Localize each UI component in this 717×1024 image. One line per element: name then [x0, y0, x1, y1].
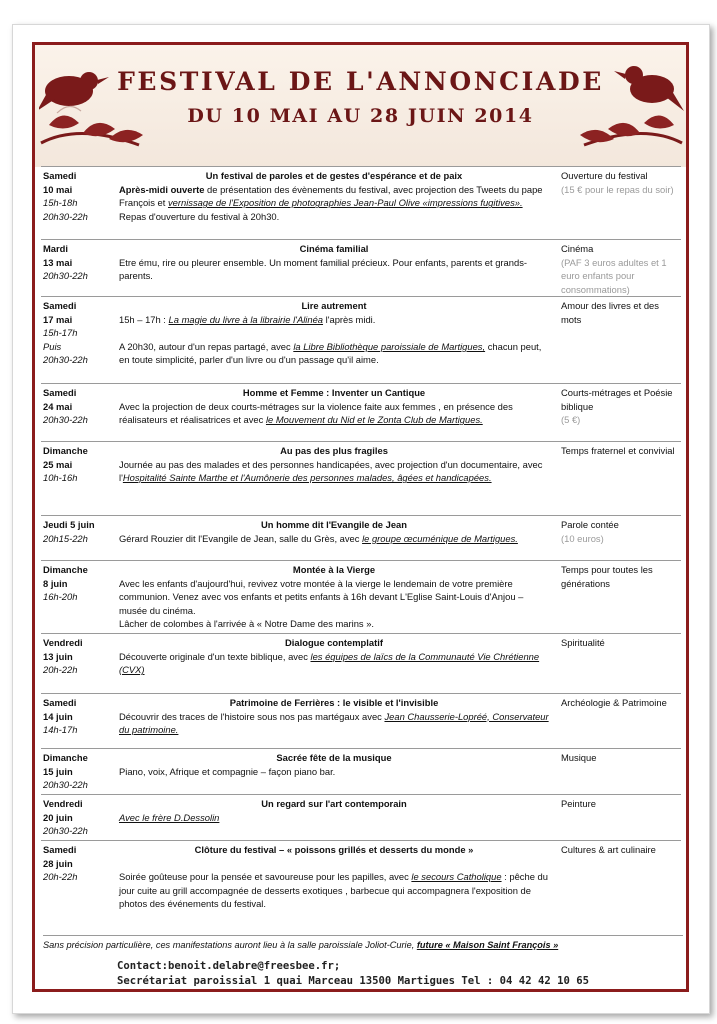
event-time: 20h30-22h — [43, 354, 88, 366]
location-note — [43, 935, 683, 950]
event-row — [41, 441, 681, 515]
event-date: 13 mai — [43, 256, 73, 268]
event-row — [41, 560, 681, 633]
poster-title: FESTIVAL DE L'ANNONCIADE — [117, 67, 604, 96]
event-time: 16h-20h — [43, 591, 78, 603]
event-category: Musique — [561, 752, 597, 763]
event-date-cell — [43, 563, 117, 604]
event-row — [41, 515, 681, 560]
desc-text: Gérard Rouzier dit l'Evangile de Jean, salle du Grès, avec — [119, 532, 363, 544]
event-time: 20h30-22h — [43, 270, 88, 282]
event-category-cell — [561, 444, 681, 458]
event-date-cell — [43, 386, 117, 427]
event-day: Samedi — [43, 387, 77, 398]
event-date: 14 juin — [43, 710, 73, 722]
event-date-cell — [43, 299, 117, 367]
event-title: Sacrée fête de la musique — [276, 752, 392, 763]
event-description — [119, 458, 549, 485]
event-description — [119, 183, 549, 210]
event-title: Patrimoine de Ferrières : le visible et l'invisible — [229, 697, 439, 708]
event-row — [41, 383, 681, 441]
event-date-cell — [43, 751, 117, 792]
event-category-cell — [561, 751, 681, 765]
event-date: 15 juin — [43, 765, 73, 777]
event-title: Au pas des plus fragiles — [280, 445, 388, 456]
event-time: 20h30-22h — [43, 210, 88, 222]
event-row — [41, 840, 681, 926]
event-date-cell — [43, 797, 117, 838]
event-category: Archéologie & Patrimoine — [561, 697, 667, 708]
event-day: Samedi — [43, 697, 77, 708]
event-price-note: (15 € pour le repas du soir) — [561, 183, 674, 195]
desc-partner-link: Avec le frère D.Dessolin — [119, 811, 220, 823]
event-time: 20h30-22h — [43, 414, 88, 426]
event-time: 10h-16h — [43, 472, 78, 484]
event-row — [41, 633, 681, 693]
event-main-cell — [119, 696, 549, 737]
event-time: Puis — [43, 340, 62, 352]
event-day: Samedi — [43, 844, 77, 855]
event-price-note: (10 euros) — [561, 532, 604, 544]
event-main-cell — [119, 169, 549, 223]
event-main-cell — [119, 843, 549, 911]
event-category-cell — [561, 696, 681, 710]
event-time: 20h-22h — [43, 871, 78, 883]
event-description — [119, 617, 549, 631]
desc-text: Soirée goûteuse pour la pensée et savoureuse pour les papilles, avec — [119, 871, 412, 883]
event-date-cell — [43, 169, 117, 223]
event-description — [119, 710, 549, 737]
contact-block — [117, 959, 589, 989]
location-note-link: future « Maison Saint François » — [416, 940, 559, 950]
poster-subtitle: DU 10 MAI AU 28 JUIN 2014 — [187, 105, 534, 127]
event-description — [119, 577, 549, 618]
event-time: 15h-18h — [43, 197, 78, 209]
desc-bold: Après-midi ouverte — [119, 183, 205, 195]
location-note-text: Sans précision particulière, ces manifestations auront lieu à la salle paroissiale Joliot-Curie, — [43, 940, 417, 950]
contact-email: Contact:benoit.delabre@freesbee.fr; — [117, 960, 341, 972]
event-main-cell — [119, 518, 549, 545]
event-category-cell — [561, 563, 681, 590]
event-description — [119, 256, 549, 283]
event-category-cell — [561, 386, 681, 427]
desc-text: Avec les enfants d'aujourd'hui, revivez votre montée à la vierge le lendemain de votre première communion. Venez avec vos enfants et petits enfants à 16h devant L'Eglise Saint-Louis d'Anjou – musée du cinéma. — [119, 577, 524, 616]
desc-text: l'après midi. — [323, 313, 376, 325]
event-category-cell — [561, 843, 681, 857]
secretariat-address: Secrétariat paroissial 1 quai Marceau 13500 Martigues Tel : 04 42 42 10 65 — [117, 975, 589, 987]
event-date-cell — [43, 636, 117, 677]
event-time: 15h-17h — [43, 327, 78, 339]
event-row — [41, 296, 681, 383]
event-main-cell — [119, 299, 549, 367]
event-category-cell — [561, 636, 681, 650]
event-category: Amour des livres et des mots — [561, 300, 659, 325]
desc-text: de présentation des évènements du festival, avec projection des Tweets du pape François et — [119, 183, 543, 209]
event-day: Samedi — [43, 170, 77, 181]
desc-partner-link: la Libre Bibliothèque paroissiale de Martigues, — [293, 340, 486, 352]
event-main-cell — [119, 797, 549, 824]
event-title: Clôture du festival – « poissons grillés et desserts du monde » — [194, 844, 474, 855]
desc-partner-link: Hospitalité Sainte Marthe et l'Aumônerie des personnes malades, âgées et handicapées. — [122, 472, 492, 484]
desc-text: Journée au pas des malades et des personnes handicapées, avec projection d'un documentaire, avec l' — [119, 458, 543, 484]
event-time: 20h30-22h — [43, 779, 88, 791]
event-date-cell — [43, 696, 117, 737]
event-date: 20 juin — [43, 811, 73, 823]
event-category: Ouverture du festival — [561, 170, 648, 181]
event-title: Dialogue contemplatif — [285, 637, 383, 648]
event-main-cell — [119, 563, 549, 631]
event-time: 14h-17h — [43, 724, 78, 736]
desc-text: A 20h30, autour d'un repas partagé, avec — [119, 340, 294, 352]
event-main-cell — [119, 444, 549, 485]
event-description — [119, 765, 549, 779]
event-row — [41, 693, 681, 748]
event-category-cell — [561, 518, 681, 545]
event-row — [41, 794, 681, 840]
desc-text: Lâcher de colombes à l'arrivée à « Notre Dame des marins ». — [119, 618, 375, 630]
event-title: Un festival de paroles et de gestes d'espérance et de paix — [205, 170, 463, 181]
desc-partner-link: vernissage de l'Exposition de photographies Jean-Paul Olive «impressions fugitives». — [167, 197, 523, 209]
event-category: Temps pour toutes les générations — [561, 564, 653, 589]
desc-partner-link: La magie du livre à la librairie l'Alinéa — [168, 313, 324, 325]
event-date: 28 juin — [43, 857, 73, 869]
event-date: 24 mai — [43, 400, 73, 412]
desc-partner-link: Jean Chausserie-Lopréé, Conservateur du patrimoine. — [119, 710, 549, 736]
desc-text: : pêche du jour cuite au grill accompagnée de desserts exotiques , barbecue qui accompagnera l'exposition de photos des événements du festival. — [119, 871, 548, 910]
event-date-cell — [43, 444, 117, 485]
event-category: Peinture — [561, 798, 596, 809]
desc-text: Découvrir des traces de l'histoire sous nos pas martégaux avec — [119, 710, 385, 722]
event-time: 20h15-22h — [43, 532, 88, 544]
event-day: Dimanche — [43, 445, 88, 456]
event-time: 20h30-22h — [43, 825, 88, 837]
event-day: Mardi — [43, 243, 69, 254]
event-date: 25 mai — [43, 458, 73, 470]
event-description — [119, 857, 549, 871]
event-category-cell — [561, 242, 681, 296]
desc-text: Repas d'ouverture du festival à 20h30. — [119, 210, 280, 222]
event-category: Parole contée — [561, 519, 619, 530]
event-price-note: (PAF 3 euros adultes et 1 euro enfants pour consommations) — [561, 256, 667, 295]
events-table — [41, 166, 681, 926]
event-day: Dimanche — [43, 752, 88, 763]
event-day: Samedi — [43, 300, 77, 311]
desc-partner-link: le secours Catholique — [411, 871, 502, 883]
event-description — [119, 210, 549, 224]
event-description — [119, 400, 549, 427]
event-day: Vendredi — [43, 798, 83, 809]
event-category-cell — [561, 169, 681, 196]
event-category: Temps fraternel et convivial — [561, 445, 675, 456]
event-category-cell — [561, 797, 681, 811]
event-title: Un regard sur l'art contemporain — [261, 798, 407, 809]
event-description — [119, 650, 549, 677]
event-description — [119, 532, 549, 546]
event-price-note: (5 €) — [561, 414, 581, 426]
event-date: 17 mai — [43, 313, 73, 325]
event-time: 20h-22h — [43, 664, 78, 676]
event-description — [119, 870, 549, 911]
desc-partner-link: les équipes de laïcs de la Communauté Vie Chrétienne (CVX) — [119, 650, 540, 676]
desc-text: 15h – 17h : — [119, 313, 169, 325]
event-date-cell — [43, 843, 117, 884]
desc-text: Découverte originale d'un texte biblique, avec — [119, 650, 311, 662]
event-description — [119, 340, 549, 367]
event-day: Dimanche — [43, 564, 88, 575]
event-category: Courts-métrages et Poésie biblique — [561, 387, 673, 412]
event-title: Cinéma familial — [299, 243, 369, 254]
event-row — [41, 748, 681, 794]
event-date-cell — [43, 242, 117, 283]
event-date-cell — [43, 518, 117, 545]
desc-partner-link: le Mouvement du Nid et le Zonta Club de Martigues. — [265, 414, 483, 426]
event-main-cell — [119, 386, 549, 427]
event-date: 8 juin — [43, 577, 68, 589]
event-main-cell — [119, 751, 549, 778]
desc-text: Avec la projection de deux courts-métrages sur la violence faite aux femmes , en présence des réalisateurs et réalisatrices et avec — [119, 400, 513, 426]
event-description — [119, 313, 549, 327]
event-title: Un homme dit l'Evangile de Jean — [260, 519, 407, 530]
event-title: Homme et Femme : Inventer un Cantique — [242, 387, 426, 398]
event-date: 10 mai — [43, 183, 73, 195]
event-description — [119, 811, 549, 825]
poster-header — [35, 45, 686, 167]
event-category: Cultures & art culinaire — [561, 844, 656, 855]
event-category-cell — [561, 299, 681, 326]
poster-frame — [32, 42, 689, 992]
event-day: Jeudi 5 juin — [43, 519, 95, 530]
event-row — [41, 166, 681, 239]
desc-text: Piano, voix, Afrique et compagnie – façon piano bar. — [119, 765, 336, 777]
desc-partner-link: le groupe œcuménique de Martigues. — [362, 532, 518, 544]
event-category: Spiritualité — [561, 637, 605, 648]
event-main-cell — [119, 242, 549, 283]
event-row — [41, 239, 681, 296]
event-day: Vendredi — [43, 637, 83, 648]
event-title: Montée à la Vierge — [292, 564, 376, 575]
desc-text: chacun peut, en toute simplicité, parler d'un livre ou d'un passage qu'il aime. — [119, 340, 542, 366]
event-description — [119, 326, 549, 340]
event-date: 13 juin — [43, 650, 73, 662]
event-main-cell — [119, 636, 549, 677]
event-category: Cinéma — [561, 243, 594, 254]
desc-text: Etre ému, rire ou pleurer ensemble. Un moment familial précieux. Pour enfants, parents et grands-parents. — [119, 256, 528, 282]
event-title: Lire autrement — [301, 300, 367, 311]
